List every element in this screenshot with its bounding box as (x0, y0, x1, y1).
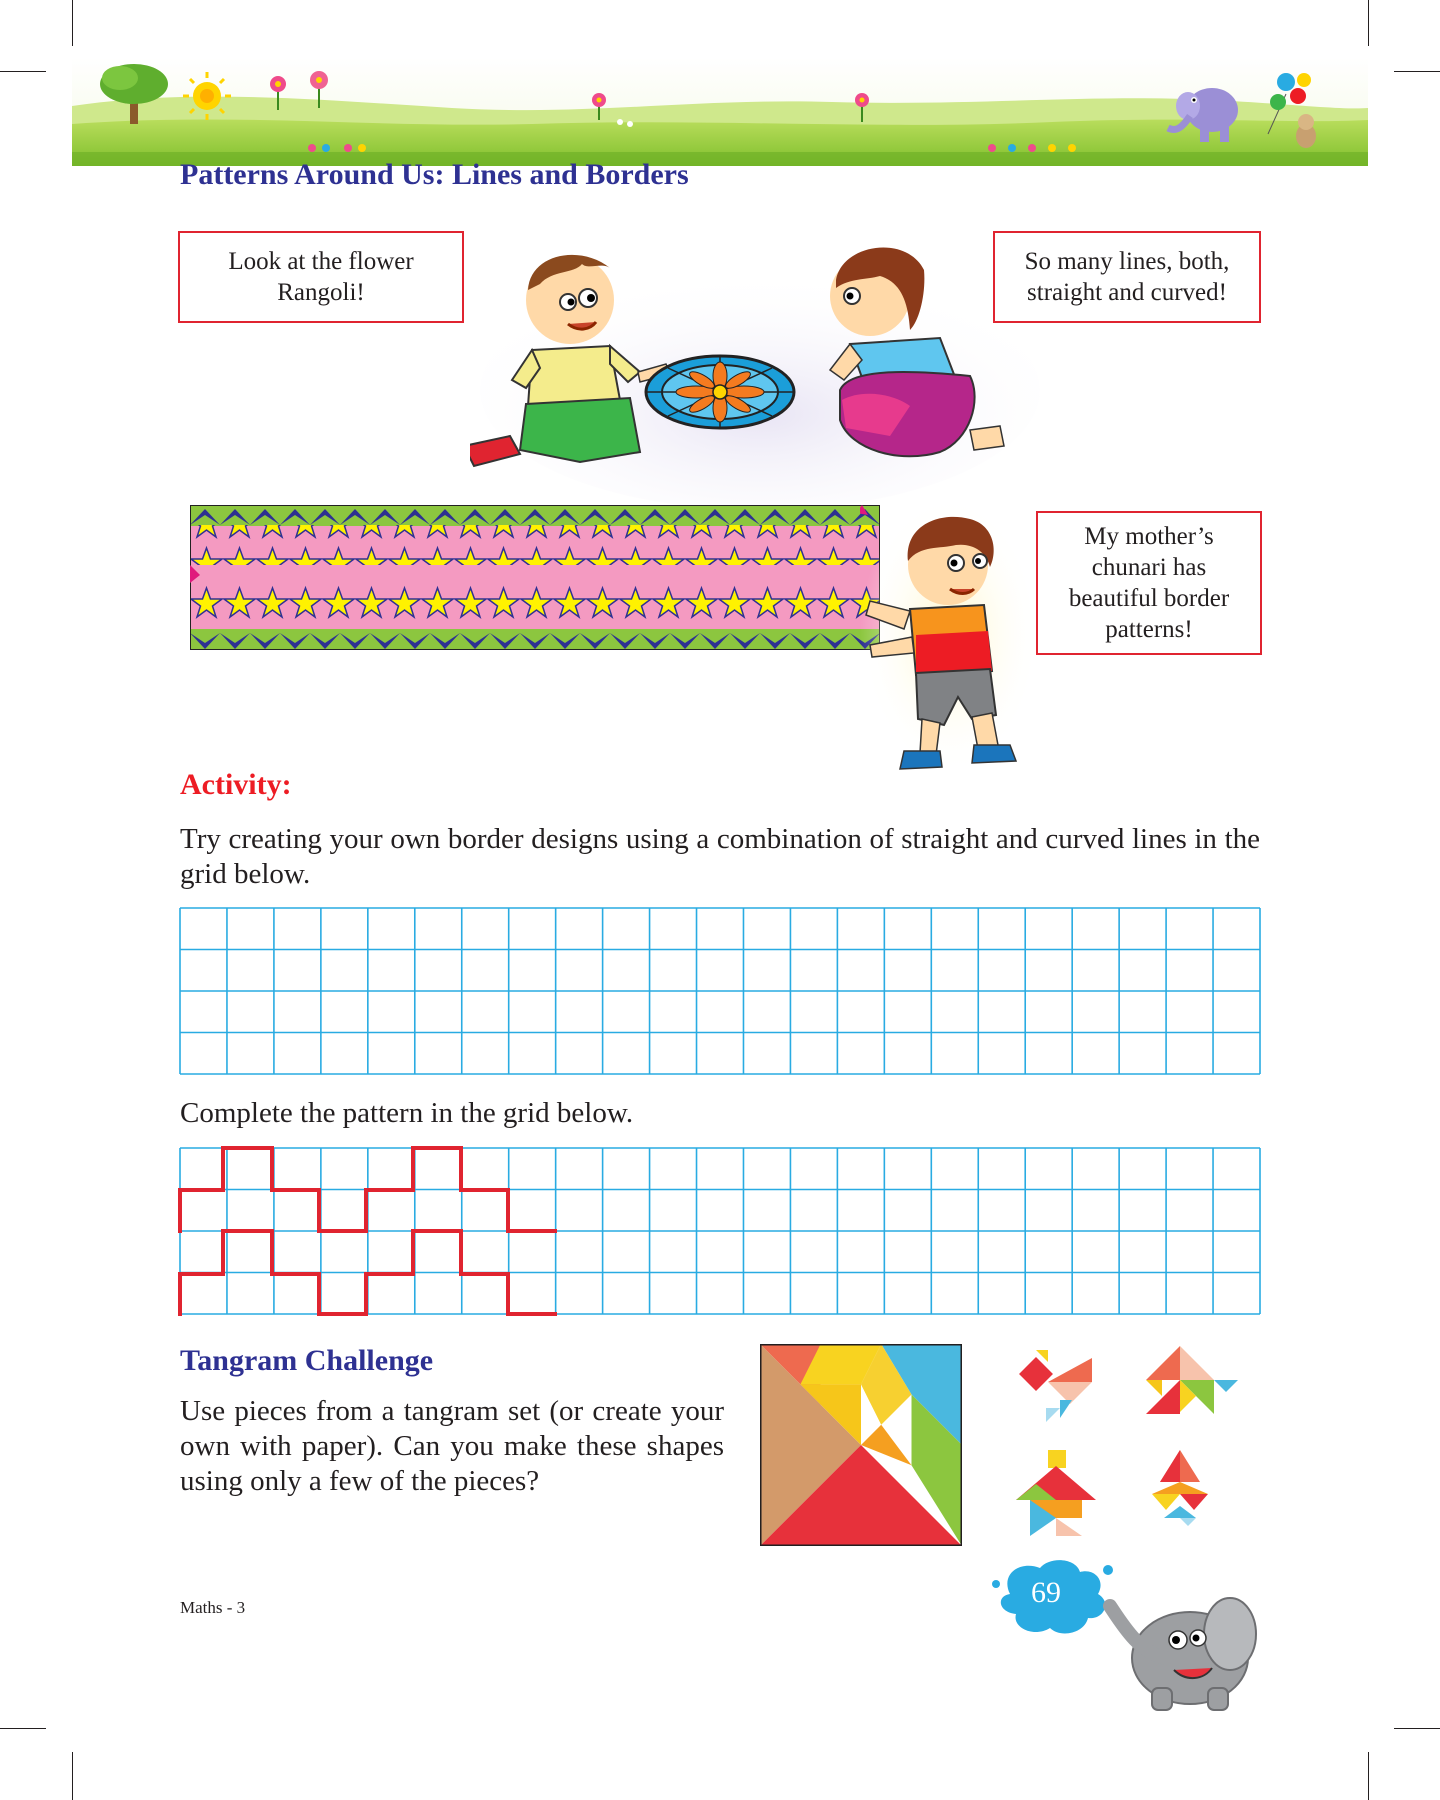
chunari-border-pattern (190, 505, 880, 650)
page-title: Patterns Around Us: Lines and Borders (180, 158, 689, 191)
speech-bubble-text: Look at the flower Rangoli! (228, 248, 414, 306)
speech-bubble-text: My mother’s chunari has beautiful border patterns! (1068, 523, 1230, 643)
children-with-rangoli-illustration (470, 240, 1040, 510)
page-number: 69 (1031, 1576, 1061, 1609)
drawing-grid[interactable] (178, 906, 1262, 1076)
crop-mark (1394, 1728, 1440, 1729)
grid-lines (180, 908, 1260, 1074)
speech-bubble-text: So many lines, both, straight and curved! (1024, 248, 1230, 306)
crop-mark (1368, 0, 1369, 46)
speech-bubble-child (1036, 511, 1262, 655)
child-holding-chunari-illustration (860, 505, 1040, 780)
crop-mark (1368, 1752, 1369, 1800)
crop-mark (1394, 71, 1440, 72)
tangram-square-image (760, 1344, 962, 1546)
speech-bubble-boy (178, 231, 464, 323)
pattern-instruction: Complete the pattern in the grid below. (180, 1097, 634, 1129)
crop-mark (0, 71, 46, 72)
pattern-grid[interactable] (178, 1146, 1262, 1316)
crop-mark (0, 1728, 46, 1729)
book-label: Maths - 3 (180, 1598, 246, 1617)
tangram-text: Use pieces from a tangram set (or create your own with paper). Can you make these shapes using only a few of the pieces? (180, 1395, 724, 1497)
header-banner-illustration (72, 58, 1368, 166)
tangram-heading: Tangram Challenge (180, 1344, 434, 1377)
activity-heading: Activity: (180, 768, 292, 801)
speech-bubble-girl (993, 231, 1261, 323)
activity-instruction: Try creating your own border designs using a combination of straight and curved lines in the grid below. (180, 823, 1260, 890)
crop-mark (72, 0, 73, 46)
crop-mark (72, 1752, 73, 1800)
tangram-shapes-examples (1012, 1342, 1262, 1582)
